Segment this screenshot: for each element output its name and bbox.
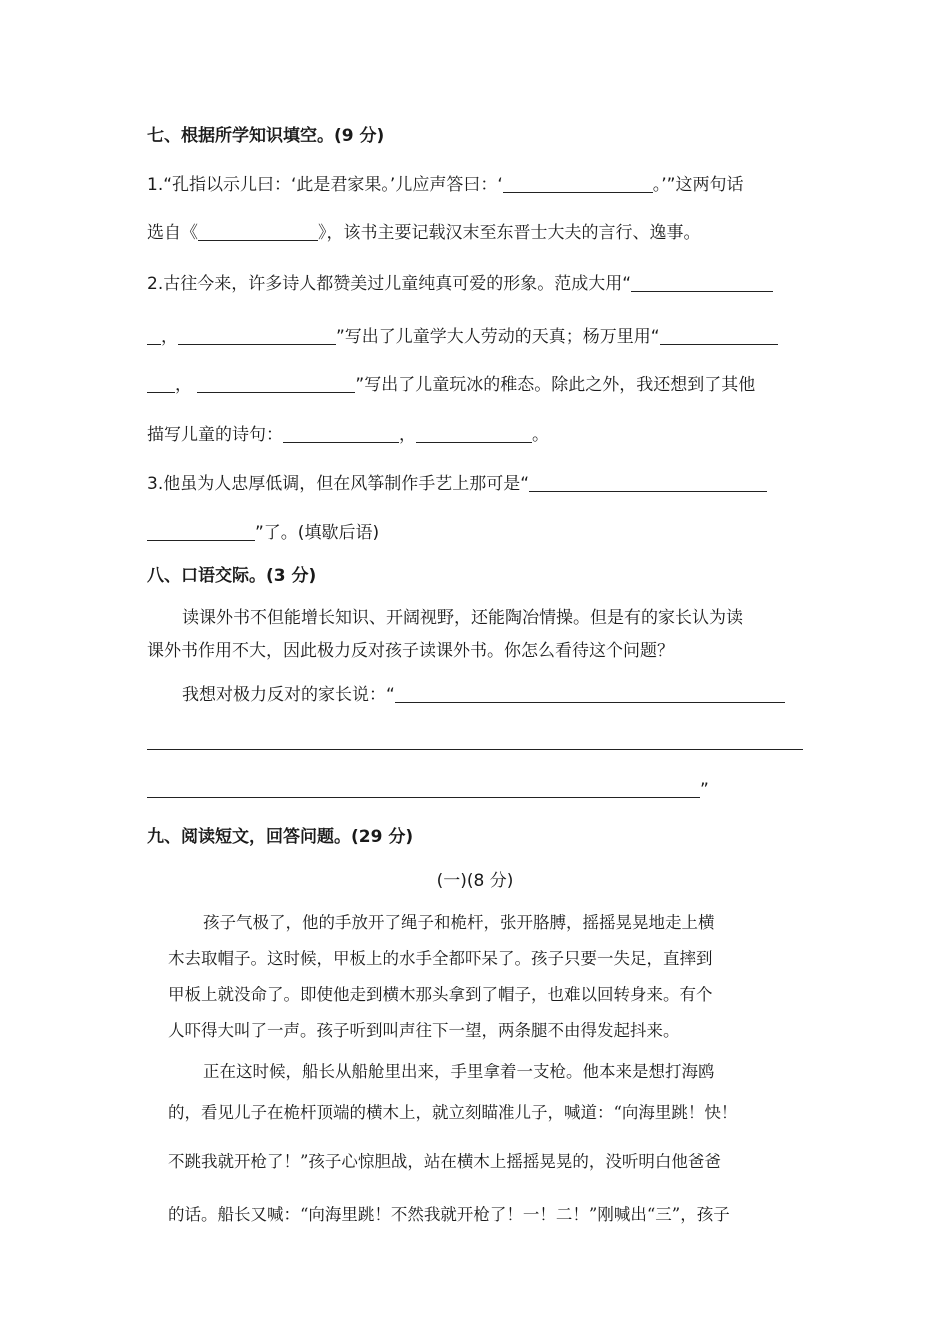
section8-paragraph-line: 读课外书不但能增长知识、开阔视野，还能陶冶情操。但是有的家长认为读 — [182, 608, 743, 628]
passage-heading: (一)(8 分) — [436, 871, 514, 891]
answer-blank[interactable] — [147, 522, 255, 541]
passage-line: 的，看见儿子在桅杆顶端的横木上，就立刻瞄准儿子，喊道：“向海里跳！快！ — [168, 1103, 738, 1122]
answer-blank[interactable] — [395, 684, 785, 703]
question-2-line-4 — [147, 420, 549, 445]
question-2-text: 2.古往今来，许多诗人都赞美过儿童纯真可爱的形象。范成大用“ — [147, 274, 632, 294]
answer-blank[interactable] — [147, 374, 175, 393]
answer-blank[interactable] — [416, 424, 532, 443]
answer-blank[interactable] — [147, 326, 161, 345]
passage-line: 木去取帽子。这时候，甲板上的水手全都吓呆了。孩子只要一失足，直摔到 — [168, 949, 713, 968]
answer-blank[interactable] — [147, 731, 803, 750]
question-2-text: 。 — [532, 425, 549, 445]
question-1-line-1 — [147, 170, 743, 195]
answer-line — [147, 731, 803, 752]
passage-line: 甲板上就没命了。即使他走到横木那头拿到了帽子，也难以回转身来。有个 — [168, 985, 713, 1004]
question-2-text: ， — [399, 425, 416, 445]
answer-prompt-line — [182, 680, 785, 705]
answer-blank[interactable] — [660, 326, 778, 345]
question-2-text: ”写出了儿童玩冰的稚态。除此之外，我还想到了其他 — [355, 375, 756, 395]
answer-blank[interactable] — [197, 374, 355, 393]
passage-line: 孩子气极了，他的手放开了绳子和桅杆，张开胳膊，摇摇晃晃地走上横 — [203, 913, 715, 932]
passage-line: 不跳我就开枪了！”孩子心惊胆战，站在横木上摇摇晃晃的，没听明白他爸爸 — [168, 1152, 721, 1171]
question-2-text: ， — [175, 375, 192, 395]
section9-heading: 九、阅读短文，回答问题。(29 分) — [147, 827, 414, 847]
answer-line — [147, 779, 709, 800]
answer-blank[interactable] — [147, 779, 700, 798]
answer-blank[interactable] — [283, 424, 399, 443]
answer-blank[interactable] — [503, 174, 653, 193]
question-2-text: ， — [161, 327, 178, 347]
question-2-text: ”写出了儿童学大人劳动的天真；杨万里用“ — [336, 327, 660, 347]
section8-paragraph-line: 课外书作用不大，因此极力反对孩子读课外书。你怎么看待这个问题？ — [147, 641, 674, 661]
question-3-text: 3.他虽为人忠厚低调，但在风筝制作手艺上那可是“ — [147, 474, 530, 494]
question-1-text: 选自《 — [147, 223, 198, 243]
answer-blank[interactable] — [178, 326, 336, 345]
question-1-text: 1.“孔指以示儿曰：‘此是君家果。’儿应声答曰：‘ — [147, 175, 503, 195]
answer-blank[interactable] — [198, 222, 318, 241]
question-3-line-1 — [147, 469, 767, 494]
passage-line: 的话。船长又喊：“向海里跳！不然我就开枪了！一！二！”刚喊出“三”，孩子 — [168, 1205, 730, 1224]
question-2-line-2 — [147, 322, 778, 347]
end-quote: ” — [700, 780, 709, 800]
question-2-text: 描写儿童的诗句： — [147, 425, 283, 445]
question-3-text: ”了。(填歇后语) — [255, 523, 380, 543]
question-2-line-3 — [147, 370, 755, 395]
question-1-text: 。’”这两句话 — [652, 175, 744, 195]
question-1-line-2 — [147, 218, 701, 243]
question-2-line-1 — [147, 269, 773, 294]
answer-blank[interactable] — [631, 273, 773, 292]
section8-heading: 八、口语交际。(3 分) — [147, 566, 317, 586]
question-1-text: 》，该书主要记载汉末至东晋士大夫的言行、逸事。 — [318, 223, 701, 243]
question-3-line-2 — [147, 518, 379, 543]
section7-heading: 七、根据所学知识填空。(9 分) — [147, 126, 385, 146]
passage-line: 正在这时候，船长从船舱里出来，手里拿着一支枪。他本来是想打海鸥 — [203, 1062, 715, 1081]
passage-line: 人吓得大叫了一声。孩子听到叫声往下一望，两条腿不由得发起抖来。 — [168, 1021, 680, 1040]
answer-blank[interactable] — [529, 473, 767, 492]
answer-prompt: 我想对极力反对的家长说：“ — [182, 685, 395, 705]
